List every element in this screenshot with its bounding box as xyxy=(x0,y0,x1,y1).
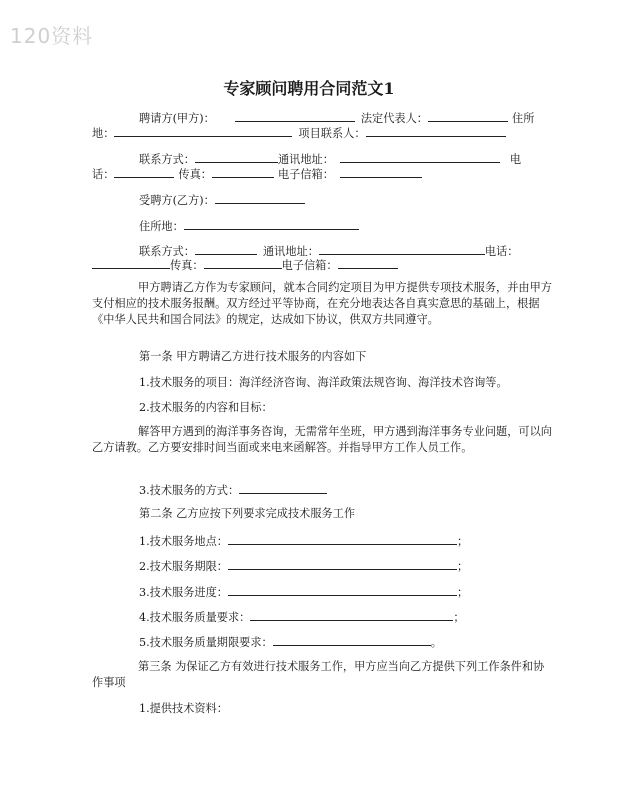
party-a-email-blank xyxy=(340,166,422,178)
legal-rep-blank xyxy=(428,110,508,122)
project-contact-blank xyxy=(366,125,506,137)
party-a-fax-blank xyxy=(212,166,274,178)
document-title: 专家顾问聘用合同范文1 xyxy=(223,79,395,98)
article-2-item-3: 3.技术服务进度： ； xyxy=(139,586,469,599)
article-3-item-1: 1.提供技术资料： xyxy=(139,702,228,715)
party-a-mail-blank xyxy=(340,151,500,163)
article-2-item-5: 5.技术服务质量期限要求： 。 xyxy=(139,636,442,649)
article-1-heading: 第一条 甲方聘请乙方进行技术服务的内容如下 xyxy=(139,350,367,363)
service-progress-blank xyxy=(228,584,457,596)
article-2-item-1: 1.技术服务地点： ； xyxy=(139,535,469,548)
quality-requirement-blank xyxy=(250,609,453,621)
party-a-contact-blank xyxy=(195,151,278,163)
party-a-line-4: 话： 传真： 电子信箱： xyxy=(92,166,422,182)
party-b-line-3: 联系方式： 通讯地址： 电话： xyxy=(139,245,519,258)
party-a-line-3: 联系方式： 通讯地址： 电 xyxy=(139,153,522,166)
service-period-blank xyxy=(228,558,457,570)
party-b-line-4: 传真： 电子信箱： xyxy=(92,257,398,273)
party-a-name-blank xyxy=(235,110,355,122)
article-1-item-2-text: 解答甲方遇到的海洋事务咨询，无需常年坐班，甲方遇到海洋事务专业问题，可以向乙方请教。乙方要安排时间当面或来电来函解答。并指导甲方工作人员工作。 xyxy=(92,425,552,454)
article-2-item-4: 4.技术服务质量要求： ； xyxy=(139,611,465,624)
party-a-phone-blank xyxy=(114,166,174,178)
service-method-blank xyxy=(239,482,327,494)
article-1-item-1: 1.技术服务的项目：海洋经济咨询、海洋政策法规咨询、海洋技术咨询等。 xyxy=(139,376,508,389)
party-b-fax-blank xyxy=(204,257,282,269)
article-1-item-3: 3.技术服务的方式： xyxy=(139,482,327,498)
party-b-contact-blank xyxy=(195,243,257,255)
party-a-address-blank xyxy=(114,125,292,137)
article-2-item-2: 2.技术服务期限： ； xyxy=(139,560,469,573)
preamble: 甲方聘请乙方作为专家顾问，就本合同约定项目为甲方提供专项技术服务，并由甲方支付相应的技术服务报酬。双方经过平等协商，在充分地表达各自真实意思的基础上，根据《中华人民共和国合同法》的规定，达成如下协议，供双方共同遵守。 xyxy=(92,281,552,326)
article-1-item-2: 2.技术服务的内容和目标： xyxy=(139,401,273,414)
party-b-address-blank xyxy=(184,218,359,230)
party-b-mail-blank xyxy=(319,243,485,255)
party-b-line-2: 住所地： xyxy=(139,218,359,234)
quality-period-blank xyxy=(273,634,431,646)
article-2-heading: 第二条 乙方应按下列要求完成技术服务工作 xyxy=(139,507,356,520)
service-location-blank xyxy=(228,533,457,545)
party-b-email-blank xyxy=(338,257,398,269)
party-a-line-1: 聘请方(甲方)： 法定代表人： 住所 xyxy=(139,112,535,125)
party-a-line-2: 地： 项目联系人： xyxy=(92,125,506,141)
article-3-heading: 第三条 为保证乙方有效进行技术服务工作，甲方应当向乙方提供下列工作条件和协作事项 xyxy=(92,660,545,689)
party-b-phone-blank xyxy=(92,257,170,269)
party-b-name-blank xyxy=(215,192,305,204)
watermark: 120资料 xyxy=(10,24,94,48)
party-b-line-1: 受聘方(乙方)： xyxy=(139,192,305,208)
